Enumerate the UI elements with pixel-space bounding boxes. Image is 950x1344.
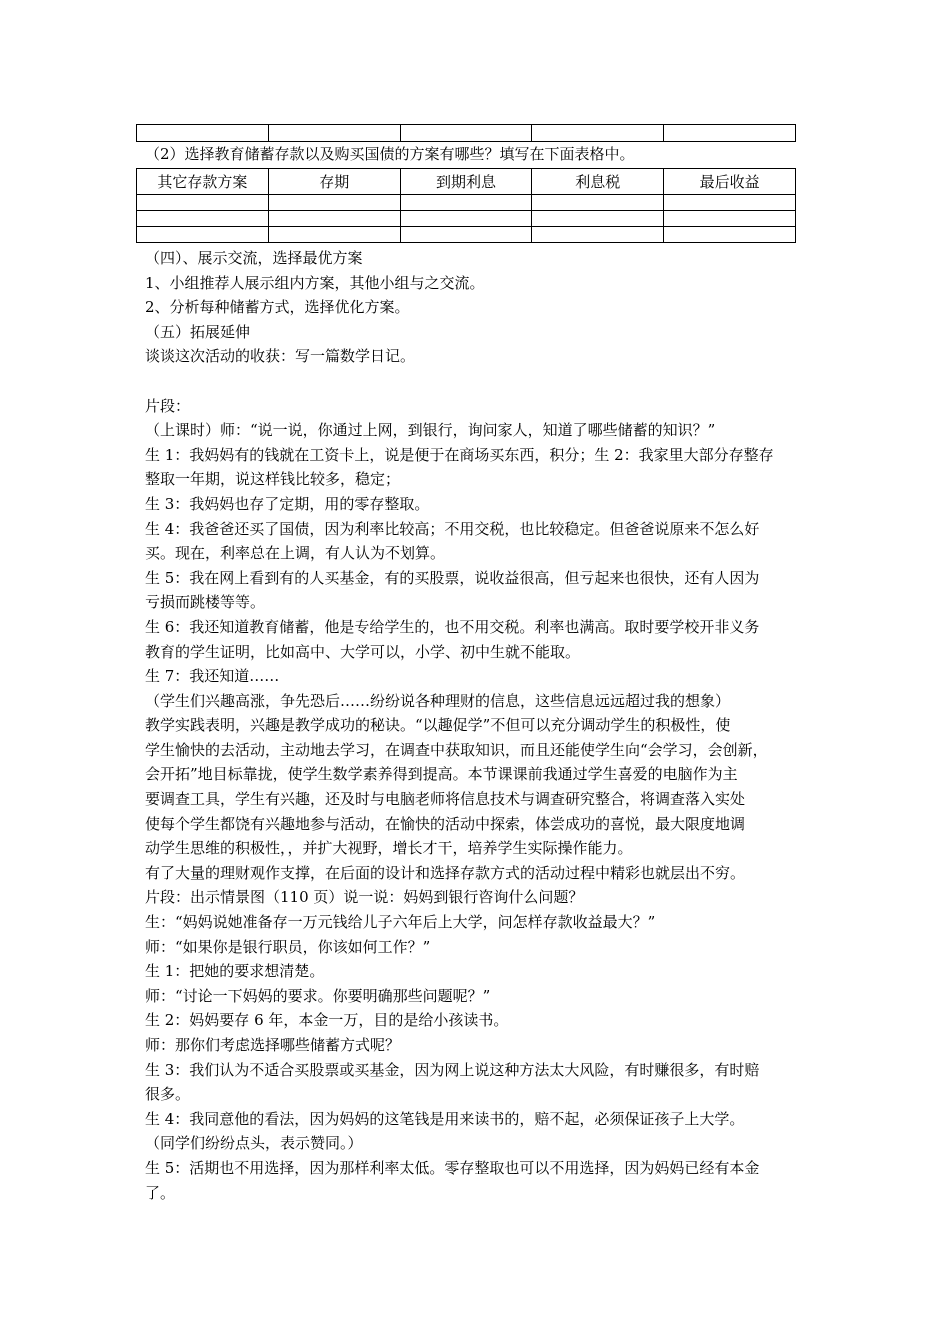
text-line: 买。现在，利率总在上调，有人认为不划算。 [145, 544, 446, 563]
table-cell [400, 195, 532, 211]
text-line: 生 2：妈妈要存 6 年，本金一万，目的是给小孩读书。 [145, 1011, 509, 1030]
table-cell [532, 125, 664, 142]
table-cell [664, 195, 796, 211]
text-line: 生 4：我爸爸还买了国债，因为利率比较高；不用交税，也比较稳定。但爸爸说原来不怎么好 [145, 519, 760, 538]
savings-plan-table-tail [136, 124, 796, 142]
table-cell [137, 211, 269, 227]
table-cell [137, 227, 269, 243]
text-line: 生 4：我同意他的看法，因为妈妈的这笔钱是用来读书的，赔不起，必须保证孩子上大学。 [145, 1109, 745, 1128]
table-cell [400, 211, 532, 227]
text-line: 生 3：我妈妈也存了定期，用的零存整取。 [145, 494, 430, 513]
text-line: 生：“妈妈说她准备存一万元钱给儿子六年后上大学，问怎样存款收益最大？” [145, 913, 656, 932]
text-line: 片段：出示情景图（110 页）说一说：妈妈到银行咨询什么问题？ [145, 888, 584, 907]
table-cell [268, 125, 400, 142]
table-cell [268, 227, 400, 243]
header-plan: 其它存款方案 [137, 169, 269, 195]
text-line: 生 5：我在网上看到有的人买基金，有的买股票，说收益很高，但亏起来也很快，还有人因为 [145, 568, 760, 587]
table-cell [532, 195, 664, 211]
text-line: 生 1：把她的要求想清楚。 [145, 962, 325, 981]
text-line: 生 5：活期也不用选择，因为那样利率太低。零存整取也可以不用选择，因为妈妈已经有本金 [145, 1158, 760, 1177]
text-line: 教学实践表明，兴趣是教学成功的秘诀。“以趣促学”不但可以充分调动学生的积极性，使 [145, 716, 731, 735]
table-cell [400, 227, 532, 243]
table-cell [268, 211, 400, 227]
text-line: （上课时）师：“说一说，你通过上网，到银行，询问家人，知道了哪些储蓄的知识？” [145, 421, 716, 440]
text-line: 谈谈这次活动的收获：写一篇数学日记。 [145, 347, 416, 366]
table-cell [137, 125, 269, 142]
table-cell [400, 125, 532, 142]
body-text [145, 246, 810, 1205]
text-line: 片段： [145, 396, 191, 415]
table-row [137, 211, 796, 227]
table-row [137, 125, 796, 142]
text-line: 很多。 [145, 1085, 191, 1104]
table-row [137, 227, 796, 243]
text-line: （五）拓展延伸 [145, 322, 251, 341]
header-final-return: 最后收益 [664, 169, 796, 195]
text-line: 生 6：我还知道教育储蓄，他是专给学生的，也不用交税。利率也满高。取时要学校开非义务 [145, 617, 760, 636]
table-header-row [137, 169, 796, 195]
table-cell [532, 227, 664, 243]
text-line: 师：“讨论一下妈妈的要求。你要明确那些问题呢？” [145, 986, 491, 1005]
table-cell [664, 125, 796, 142]
text-line: 师：那你们考虑选择哪些储蓄方式呢？ [145, 1036, 401, 1054]
header-term: 存期 [268, 169, 400, 195]
text-line: 了。 [145, 1183, 176, 1202]
table-cell [137, 195, 269, 211]
table-cell [664, 227, 796, 243]
text-line [145, 369, 810, 394]
text-line: 会开拓”地目标靠拢，使学生数学素养得到提高。本节课课前我通过学生喜爱的电脑作为主 [145, 765, 738, 784]
text-line: 生 7：我还知道…… [145, 667, 280, 686]
header-interest-tax: 利息税 [532, 169, 664, 195]
table-caption: （2）选择教育储蓄存款以及购买国债的方案有哪些？填写在下面表格中。 [145, 145, 635, 163]
text-line: 有了大量的理财观作支撑，在后面的设计和选择存款方式的活动过程中精彩也就层出不穷。 [145, 863, 746, 882]
text-line: 整取一年期，说这样钱比较多，稳定； [145, 470, 401, 489]
text-line: （四）、展示交流，选择最优方案 [145, 249, 363, 267]
text-line: 学生愉快的去活动，主动地去学习，在调查中获取知识，而且还能使学生向“会学习，会创新， [145, 740, 768, 759]
text-line: 生 1：我妈妈有的钱就在工资卡上，说是便于在商场买东西，积分；生 2：我家里大部分存整存 [145, 445, 774, 464]
text-line: 生 3：我们认为不适合买股票或买基金，因为网上说这种方法太大风险，有时赚很多，有时赔 [145, 1060, 760, 1079]
table-row [137, 195, 796, 211]
text-line: 1、小组推荐人展示组内方案，其他小组与之交流。 [145, 273, 485, 292]
text-line: （同学们纷纷点头，表示赞同。） [145, 1134, 363, 1153]
other-savings-plan-table [136, 168, 796, 243]
text-line: （学生们兴趣高涨，争先恐后……纷纷说各种理财的信息，这些信息远远超过我的想象） [145, 691, 731, 710]
text-line: 要调查工具，学生有兴趣，还及时与电脑老师将信息技术与调查研究整合，将调查落入实处 [145, 790, 746, 809]
text-line: 亏损而跳楼等等。 [145, 593, 266, 612]
table-cell [532, 211, 664, 227]
text-line: 动学生思维的积极性，，并扩大视野，增长才干，培养学生实际操作能力。 [145, 839, 633, 858]
text-line: 教育的学生证明，比如高中、大学可以，小学、初中生就不能取。 [145, 642, 581, 661]
header-interest: 到期利息 [400, 169, 532, 195]
table-cell [268, 195, 400, 211]
text-line: 使每个学生都饶有兴趣地参与活动，在愉快的活动中探索，体尝成功的喜悦，最大限度地调 [145, 814, 746, 833]
text-line: 师：“如果你是银行职员，你该如何工作？” [145, 937, 431, 956]
table-cell [664, 211, 796, 227]
text-line: 2、分析每种储蓄方式，选择优化方案。 [145, 298, 410, 317]
